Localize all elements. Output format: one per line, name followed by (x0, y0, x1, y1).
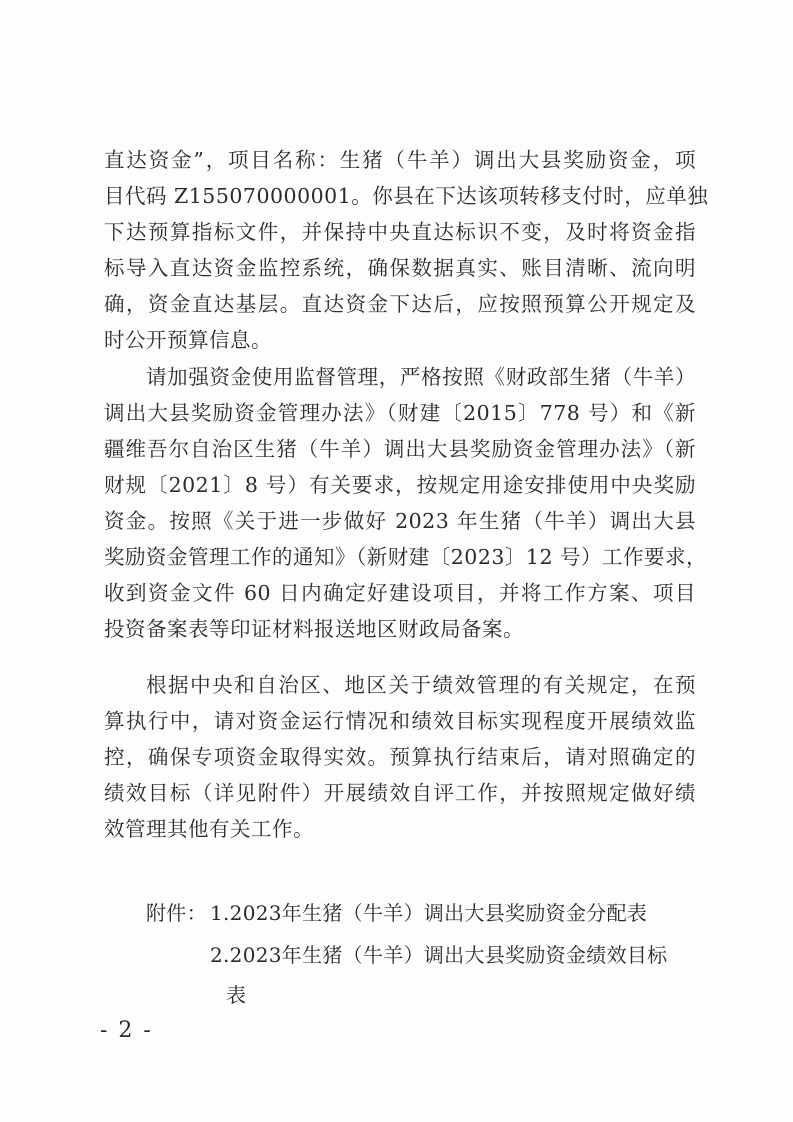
attachment-item-2: 2.2023年生猪（牛羊）调出大县奖励资金绩效目标 (210, 943, 668, 967)
paragraph-line: 时公开预算信息。 (104, 328, 272, 352)
page-number: - 2 - (100, 1018, 153, 1043)
paragraph-line: 确，资金直达基层。直达资金下达后，应按照预算公开规定及 (104, 292, 696, 316)
paragraph-line: 下达预算指标文件，并保持中央直达标识不变，及时将资金指 (104, 220, 696, 244)
paragraph-line: 目代码 Z155070000001。你县在下达该项转移支付时，应单独 (104, 184, 709, 208)
paragraph-line: 财规〔2021〕8 号）有关要求，按规定用途安排使用中央奖励 (104, 473, 696, 497)
paragraph-line: 根据中央和自治区、地区关于绩效管理的有关规定，在预 (146, 673, 696, 697)
paragraph-line: 收到资金文件 60 日内确定好建设项目，并将工作方案、项目 (104, 581, 696, 605)
paragraph-line: 绩效目标（详见附件）开展绩效自评工作，并按照规定做好绩 (104, 781, 696, 805)
paragraph-line: 直达资金”，项目名称：生猪（牛羊）调出大县奖励资金，项 (104, 148, 696, 172)
paragraph-line: 投资备案表等印证材料报送地区财政局备案。 (104, 617, 524, 641)
paragraph-line: 请加强资金使用监督管理，严格按照《财政部生猪（牛羊） (146, 365, 696, 389)
paragraph-line: 效管理其他有关工作。 (104, 817, 314, 841)
attachment-item-1: 1.2023年生猪（牛羊）调出大县奖励资金分配表 (210, 901, 648, 925)
paragraph-line: 控，确保专项资金取得实效。预算执行结束后，请对照确定的 (104, 745, 696, 769)
paragraph-line: 疆维吾尔自治区生猪（牛羊）调出大县奖励资金管理办法》（新 (104, 437, 696, 461)
paragraph-line: 算执行中，请对资金运行情况和绩效目标实现程度开展绩效监 (104, 709, 696, 733)
paragraph-line: 资金。按照《关于进一步做好 2023 年生猪（牛羊）调出大县 (104, 509, 696, 533)
paragraph-line: 标导入直达资金监控系统，确保数据真实、账目清晰、流向明 (104, 256, 696, 280)
attachment-item-2-continued: 表 (226, 983, 247, 1007)
attachments-label: 附件： (146, 901, 207, 925)
paragraph-line: 调出大县奖励资金管理办法》（财建〔2015〕778 号）和《新 (104, 401, 696, 425)
paragraph-line: 奖励资金管理工作的通知》（新财建〔2023〕12 号）工作要求， (104, 545, 708, 569)
